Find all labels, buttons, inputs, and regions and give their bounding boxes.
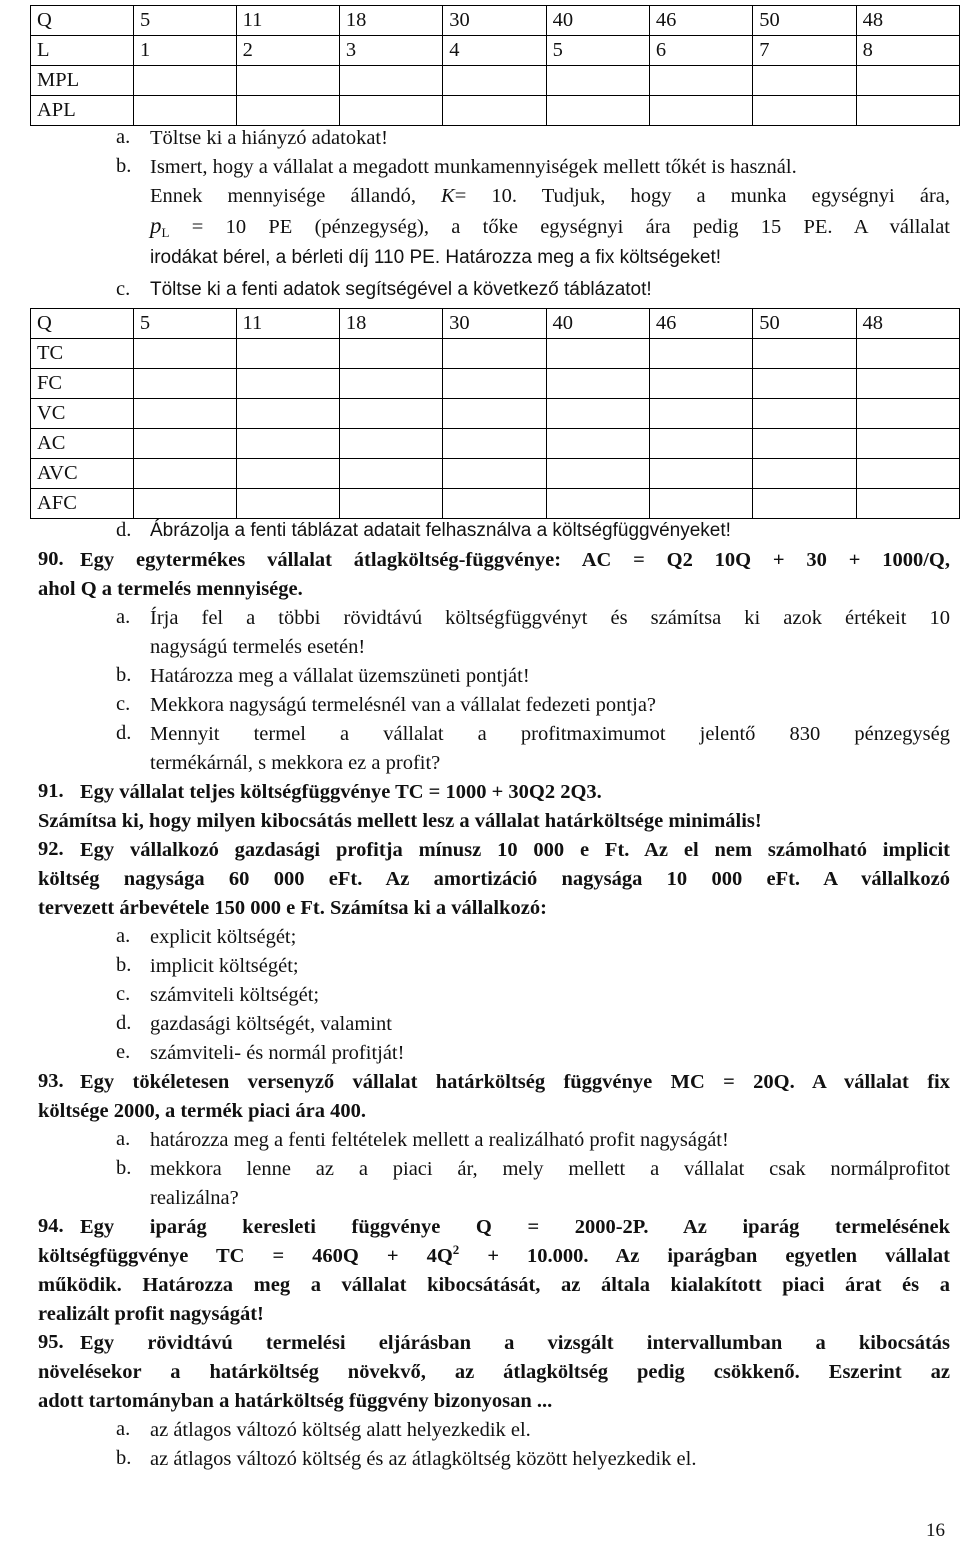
table-row	[31, 429, 960, 459]
text-segment: . Tudjuk, hogy a munka egységnyi ára,	[511, 185, 950, 207]
table-row	[31, 66, 960, 96]
table-cell: 48	[856, 6, 959, 36]
task-text: Ábrázolja a fenti táblázat adatait felhasználva a költségfüggvényeket!	[150, 520, 731, 541]
math-expression: = 10	[454, 185, 512, 207]
table-cell	[339, 66, 442, 96]
table-cell: 11	[236, 6, 339, 36]
table-cell: 7	[753, 36, 856, 66]
table-row	[31, 489, 960, 519]
task-text: mekkora lenne az a piaci ár, mely mellett a vállalat csak normálprofitot	[150, 1158, 950, 1180]
item-marker: b.	[116, 954, 132, 976]
task-text: Töltse ki a fenti adatok segítségével a következő táblázatot!	[150, 279, 652, 300]
row-label: APL	[31, 96, 134, 126]
question-number: 90.	[38, 548, 64, 570]
text-segment: Ennek mennyisége állandó,	[150, 185, 416, 207]
task-text: gazdasági költségét, valamint	[150, 1013, 392, 1035]
row-label: MPL	[31, 66, 134, 96]
table-cell	[856, 96, 959, 126]
table-cell: 2	[236, 36, 339, 66]
item-marker: a.	[116, 925, 131, 947]
task-text: Töltse ki a hiányzó adatokat!	[150, 127, 388, 149]
text-segment: költségfüggvénye TC = 460Q + 4Q	[38, 1245, 453, 1267]
cost-table	[30, 308, 960, 519]
task-text: az átlagos változó költség alatt helyezkedik el.	[150, 1419, 531, 1441]
table-cell: 30	[443, 309, 546, 339]
table-cell: 18	[339, 309, 442, 339]
item-marker: c.	[116, 278, 131, 300]
row-label: AVC	[31, 459, 134, 489]
table-row	[31, 96, 960, 126]
text-segment: + 10.000. Az iparágban egyetlen vállalat	[487, 1245, 950, 1267]
item-marker: a.	[116, 1128, 131, 1150]
item-marker: d.	[116, 519, 132, 541]
table-cell: 5	[546, 36, 649, 66]
item-marker: d.	[116, 722, 132, 744]
table-row	[31, 339, 960, 369]
task-text	[150, 184, 950, 208]
row-label: VC	[31, 399, 134, 429]
item-marker: b.	[116, 664, 132, 686]
table-cell: 6	[649, 36, 752, 66]
table-cell: 11	[236, 309, 339, 339]
table-cell: 48	[856, 309, 959, 339]
row-label: Q	[31, 309, 134, 339]
item-marker: c.	[116, 983, 131, 1005]
table-cell	[546, 66, 649, 96]
table-cell: 50	[753, 309, 856, 339]
table-cell	[443, 96, 546, 126]
question-text: adott tartományban a határköltség függvény bizonyosan ...	[38, 1390, 553, 1412]
task-text: Határozza meg a vállalat üzemszüneti pontját!	[150, 665, 530, 687]
row-label: L	[31, 36, 134, 66]
table-cell: 4	[443, 36, 546, 66]
task-text: nagyságú termelés esetén!	[150, 636, 366, 658]
item-marker: c.	[116, 693, 131, 715]
question-number: 93.	[38, 1070, 64, 1092]
item-marker: b.	[116, 1447, 132, 1469]
table-cell	[133, 96, 236, 126]
task-text	[150, 214, 950, 245]
table-cell	[236, 96, 339, 126]
question-text: realizált profit nagyságát!	[38, 1303, 264, 1325]
task-text: realizálna?	[150, 1187, 239, 1209]
table-cell	[133, 66, 236, 96]
table-cell: 46	[649, 309, 752, 339]
table-cell: 40	[546, 6, 649, 36]
row-label: AC	[31, 429, 134, 459]
table-row	[31, 36, 960, 66]
question-number: 94.	[38, 1215, 64, 1237]
page-number: 16	[926, 1520, 945, 1541]
math-superscript: 2	[452, 1242, 460, 1257]
math-variable: K	[441, 185, 455, 207]
math-subscript: L	[161, 225, 170, 240]
table-cell: 1	[133, 36, 236, 66]
question-number: 92.	[38, 838, 64, 860]
question-text	[38, 1244, 950, 1268]
task-text: termékárnál, s mekkora ez a profit?	[150, 752, 441, 774]
table-cell	[856, 66, 959, 96]
task-text: számviteli költségét;	[150, 984, 320, 1006]
question-text: Egy rövidtávú termelési eljárásban a vizsgált intervallumban a kibocsátás	[80, 1332, 950, 1354]
table-row	[31, 459, 960, 489]
item-marker: b.	[116, 155, 132, 177]
question-text: működik. Határozza meg a vállalat kibocsátását, az általa kialakított piaci árat és a	[38, 1274, 950, 1296]
math-variable: p	[150, 213, 162, 238]
table-cell: 50	[753, 6, 856, 36]
question-number: 91.	[38, 780, 64, 802]
question-text: tervezett árbevétele 150 000 e Ft. Számítsa ki a vállalkozó:	[38, 897, 547, 919]
question-text: Egy iparág keresleti függvénye Q = 2000-2P. Az iparág termelésének	[80, 1216, 950, 1238]
table-cell	[339, 96, 442, 126]
production-table	[30, 5, 960, 126]
task-text: Ismert, hogy a vállalat a megadott munkamennyiségek mellett tőkét is használ.	[150, 156, 797, 178]
item-marker: a.	[116, 126, 131, 148]
task-text: az átlagos változó költség és az átlagköltség között helyezkedik el.	[150, 1448, 697, 1470]
table-cell	[443, 66, 546, 96]
text-segment: (pénzegység), a tőke egységnyi ára pedig 15 PE. A vállalat	[314, 216, 950, 238]
table-cell: 5	[133, 309, 236, 339]
table-cell	[546, 96, 649, 126]
table-cell	[753, 66, 856, 96]
table-row	[31, 369, 960, 399]
table-row	[31, 399, 960, 429]
item-marker: b.	[116, 1157, 132, 1179]
task-text: Mekkora nagyságú termelésnél van a vállalat fedezeti pontja?	[150, 694, 657, 716]
table-row	[31, 6, 960, 36]
table-cell: 5	[133, 6, 236, 36]
table-cell	[753, 96, 856, 126]
task-text: implicit költségét;	[150, 955, 299, 977]
item-marker: a.	[116, 606, 131, 628]
question-text: Egy vállalkozó gazdasági profitja mínusz 10 000 e Ft. Az el nem számolható implicit	[80, 839, 950, 861]
table-header-row	[31, 309, 960, 339]
math-expression: = 10 PE	[191, 216, 293, 238]
task-text: számviteli- és normál profitját!	[150, 1042, 405, 1064]
table-cell	[649, 96, 752, 126]
task-text: határozza meg a fenti feltételek mellett a realizálható profit nagyságát!	[150, 1129, 729, 1151]
table-cell	[236, 66, 339, 96]
row-label: TC	[31, 339, 134, 369]
item-marker: d.	[116, 1012, 132, 1034]
task-text: Írja fel a többi rövidtávú költségfüggvényt és számítsa ki azok értékeit 10	[150, 607, 950, 629]
item-marker: a.	[116, 1418, 131, 1440]
task-text: Mennyit termel a vállalat a profitmaximumot jelentő 830 pénzegység	[150, 723, 950, 745]
table-cell: 3	[339, 36, 442, 66]
row-label: AFC	[31, 489, 134, 519]
row-label: Q	[31, 6, 134, 36]
question-text: költség nagysága 60 000 eFt. Az amortizáció nagysága 10 000 eFt. A vállalkozó	[38, 868, 950, 890]
question-text: Számítsa ki, hogy milyen kibocsátás mellett lesz a vállalat határköltsége minimális!	[38, 810, 762, 832]
task-text: explicit költségét;	[150, 926, 297, 948]
table-cell: 8	[856, 36, 959, 66]
table-cell	[649, 66, 752, 96]
table-cell: 30	[443, 6, 546, 36]
question-text: Egy tökéletesen versenyző vállalat határköltség függvénye MC = 20Q. A vállalat fix	[80, 1071, 950, 1093]
item-marker: e.	[116, 1041, 131, 1063]
question-text: költsége 2000, a termék piaci ára 400.	[38, 1100, 366, 1122]
question-text: növelésekor a határköltség növekvő, az átlagköltség pedig csökkenő. Eszerint az	[38, 1361, 950, 1383]
question-text: Egy vállalat teljes költségfüggvénye TC = 1000 + 30Q2 2Q3.	[80, 781, 602, 803]
question-number: 95.	[38, 1331, 64, 1353]
table-cell: 18	[339, 6, 442, 36]
question-text: Egy egytermékes vállalat átlagköltség-függvénye: AC = Q2 10Q + 30 + 1000/Q,	[80, 549, 950, 571]
table-cell: 46	[649, 6, 752, 36]
question-text: ahol Q a termelés mennyisége.	[38, 578, 303, 600]
row-label: FC	[31, 369, 134, 399]
task-text: irodákat bérel, a bérleti díj 110 PE. Határozza meg a fix költségeket!	[150, 247, 722, 268]
table-cell: 40	[546, 309, 649, 339]
